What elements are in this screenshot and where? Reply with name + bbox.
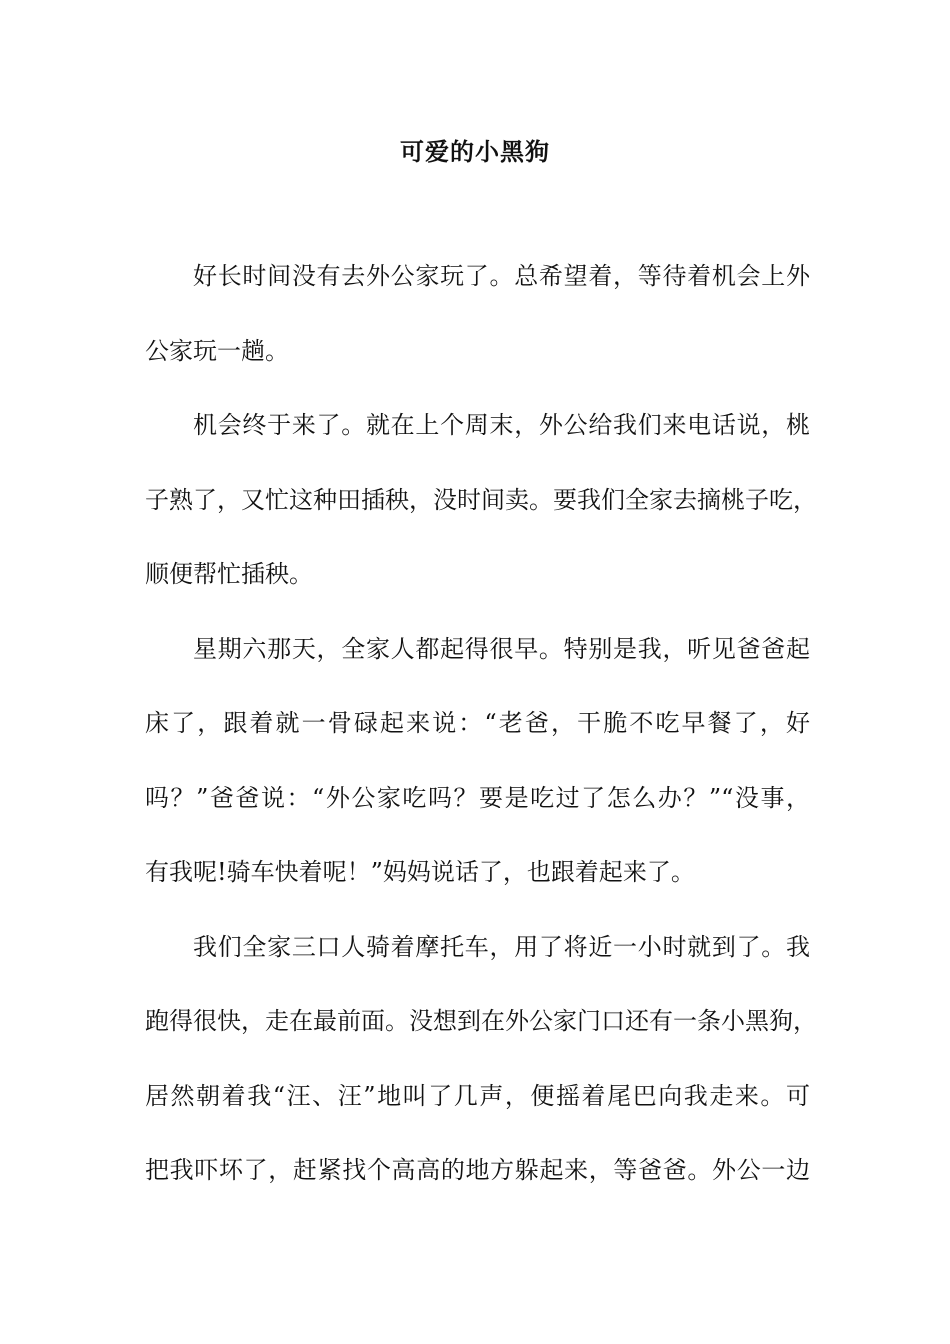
paragraph-3-line-3: 吗？”爸爸说：“外公家吃吗？要是吃过了怎么办？”“没事， [145, 784, 810, 812]
paragraph-3-line-2: 床了，跟着就一骨碌起来说：“老爸，干脆不吃早餐了，好 [145, 709, 810, 737]
paragraph-1-line-1: 好长时间没有去外公家玩了。总希望着，等待着机会上外 [193, 262, 810, 290]
paragraph-2-line-3: 顺便帮忙插秧。 [145, 560, 313, 588]
paragraph-4-line-2: 跑得很快，走在最前面。没想到在外公家门口还有一条小黑狗， [145, 1007, 817, 1035]
document-title: 可爱的小黑狗 [400, 137, 550, 166]
paragraph-4-line-3: 居然朝着我“汪、汪”地叫了几声，便摇着尾巴向我走来。可 [145, 1082, 810, 1110]
paragraph-2-line-2: 子熟了，又忙这种田插秧，没时间卖。要我们全家去摘桃子吃， [145, 486, 817, 514]
paragraph-2-line-1: 机会终于来了。就在上个周末，外公给我们来电话说，桃 [193, 411, 810, 439]
paragraph-4-line-4: 把我吓坏了，赶紧找个高高的地方躲起来，等爸爸。外公一边 [145, 1156, 810, 1184]
paragraph-4-line-1: 我们全家三口人骑着摩托车，用了将近一小时就到了。我 [193, 933, 810, 961]
paragraph-1-line-2: 公家玩一趟。 [145, 337, 289, 365]
paragraph-3-line-1: 星期六那天，全家人都起得很早。特别是我，听见爸爸起 [193, 635, 810, 663]
paragraph-3-line-4: 有我呢!骑车快着呢！”妈妈说话了，也跟着起来了。 [145, 858, 695, 886]
